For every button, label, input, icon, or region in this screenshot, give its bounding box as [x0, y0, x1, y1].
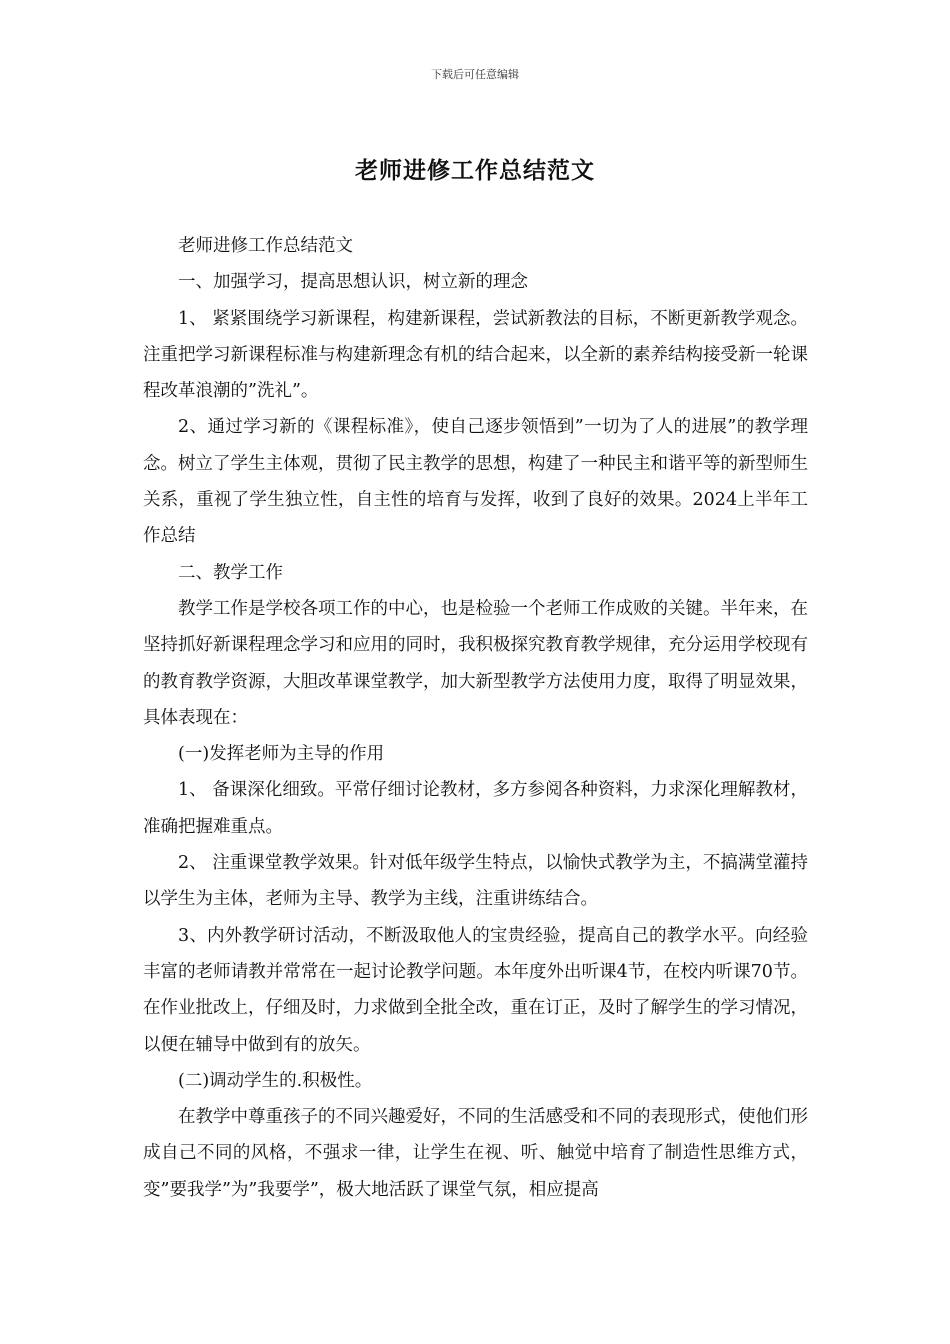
paragraph: 3、内外教学研讨活动，不断汲取他人的宝贵经验，提高自己的教学水平。向经验丰富的老师请教并常常在一起讨论教学问题。本年度外出听课4节，在校内听课70节。在作业批改上，仔细及时，力求做到全批全改，重在订正，及时了解学生的学习情况，以便在辅导中做到有的放矢。: [143, 925, 808, 1055]
document-title: 老师进修工作总结范文: [355, 157, 595, 184]
paragraph: 1、 紧紧围绕学习新课程，构建新课程，尝试新教法的目标，不断更新教学观念。注重把学习新课程标准与构建新理念有机的结合起来，以全新的素养结构接受新一轮课程改革浪潮的”洗礼”。: [143, 308, 808, 402]
paragraph: 在教学中尊重孩子的不同兴趣爱好，不同的生活感受和不同的表现形式，使他们形成自己不同的风格，不强求一律，让学生在视、听、触觉中培育了制造性思维方式，变”要我学”为”我要学”，极大地活跃了课堂气氛，相应提高: [143, 1107, 808, 1200]
header-note: 下载后可任意编辑: [431, 68, 519, 81]
paragraph: 1、 备课深化细致。平常仔细讨论教材，多方参阅各种资料，力求深化理解教材，准确把握难重点。: [143, 780, 808, 837]
section-heading-1: 一、加强学习，提高思想认识，树立新的理念: [178, 272, 528, 293]
paragraph: 2、通过学习新的《课程标准》，使自己逐步领悟到”一切为了人的进展”的教学理念。树立了学生主体观，贯彻了民主教学的思想，构建了一种民主和谐平等的新型师生关系，重视了学生独立性，自主性的培育与发挥，收到了良好的效果。2024上半年工作总结: [143, 417, 808, 547]
document-body: [143, 228, 808, 1208]
paragraph: 2、 注重课堂教学效果。针对低年级学生特点，以愉快式教学为主，不搞满堂灌持以学生为主体，老师为主导、教学为主线，注重讲练结合。: [143, 853, 808, 910]
paragraph-subtitle: 老师进修工作总结范文: [178, 236, 353, 256]
subsection-heading-2: (二)调动学生的.积极性。: [178, 1070, 373, 1091]
section-heading-2: 二、教学工作: [178, 562, 283, 583]
paragraph: 教学工作是学校各项工作的中心，也是检验一个老师工作成败的关键。半年来，在坚持抓好新课程理念学习和应用的同时，我积极探究教育教学规律，充分运用学校现有的教育教学资源，大胆改革课堂教学，加大新型教学方法使用力度，取得了明显效果，具体表现在：: [143, 598, 808, 728]
subsection-heading-1: (一)发挥老师为主导的作用: [178, 744, 385, 765]
